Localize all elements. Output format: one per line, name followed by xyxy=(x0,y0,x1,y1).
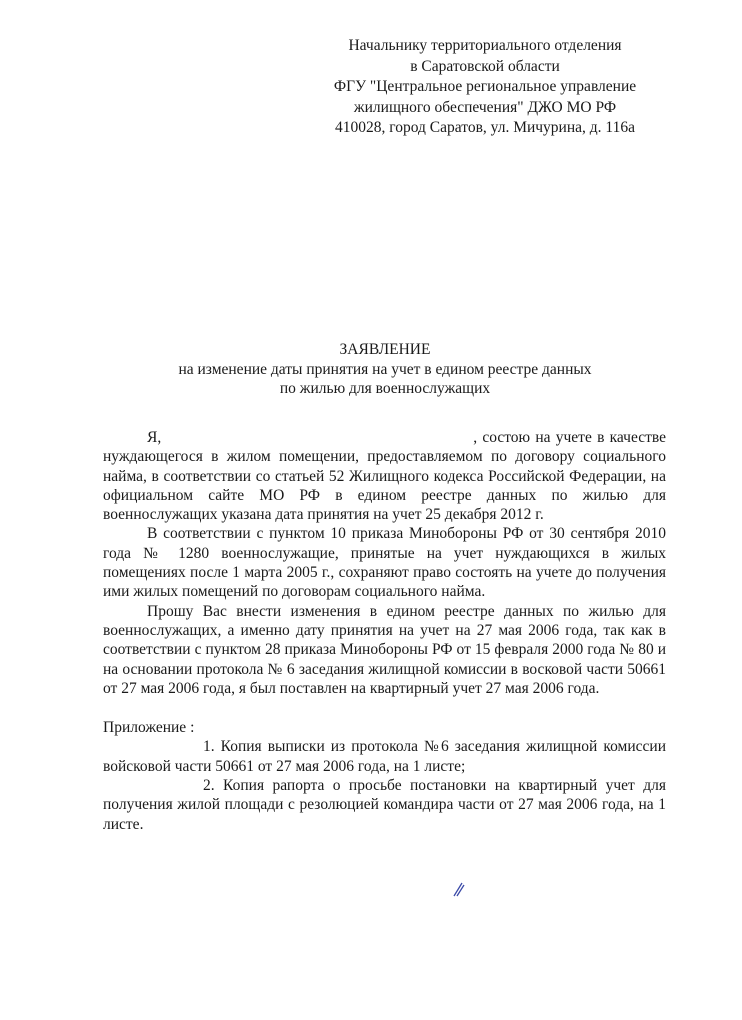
paragraph-1-text: , состою на учете в качестве нуждающегося в жилом помещении, предоставляемом по договору социального найма, в соответствии со статьей 52 Жилищного кодекса Российской Федерации, на официальном сайте МО РФ в едином реестре данных по жилью для военнослужащих указана дата принятия на учет 25 декабря 2012 г. xyxy=(103,429,666,524)
attachment-item: 2. Копия рапорта о просьбе постановки на квартирный учет для получения жилой площади с резолюцией командира части от 27 мая 2006 года, на 1 листе. xyxy=(103,777,666,833)
document-body xyxy=(103,428,666,834)
addressee-line: ФГУ "Центральное региональное управление xyxy=(333,78,637,95)
document-title: ЗАЯВЛЕНИЕ xyxy=(339,341,431,358)
document-subtitle: на изменение даты принятия на учет в едином реестре данных xyxy=(178,361,592,378)
paragraph-1 xyxy=(103,428,666,524)
document-title-block xyxy=(100,340,670,398)
attachment-item: 1. Копия выписки из протокола №6 заседания жилищной комиссии войсковой части 50661 от 27 мая 2006 года, на 1 листе; xyxy=(103,738,666,775)
pen-mark xyxy=(452,880,466,898)
addressee-line: Начальнику территориального отделения xyxy=(348,37,622,54)
attachments-label: Приложение : xyxy=(103,719,195,737)
paragraph-2: В соответствии с пунктом 10 приказа Минобороны РФ от 30 сентября 2010 года № 1280 военнослужащие, принятые на учет нуждающихся в жилых помещениях после 1 марта 2005 г., сохраняют право состоять на учете до получения ими жилых помещений по договорам социального найма. xyxy=(103,525,666,601)
applicant-prefix: Я, xyxy=(147,429,162,446)
document-subtitle: по жилью для военнослужащих xyxy=(279,380,491,397)
addressee-line: жилищного обеспечения" ДЖО МО РФ xyxy=(353,98,617,116)
addressee-line: в Саратовской области xyxy=(410,57,560,75)
addressee-block xyxy=(300,36,670,139)
addressee-address: 410028, город Саратов, ул. Мичурина, д. 116а xyxy=(335,119,635,136)
paragraph-3: Прошу Вас внести изменения в едином реестре данных по жилью для военнослужащих, а именно дату принятия на учет на 27 мая 2006 года, так как в соответствии с пунктом 28 приказа Минобороны РФ от 15 февраля 2000 года № 80 и на основании протокола № 6 заседания жилищной комиссии в восковой части 50661 от 27 мая 2006 года, я был поставлен на квартирный учет 27 мая 2006 года. xyxy=(103,602,666,697)
